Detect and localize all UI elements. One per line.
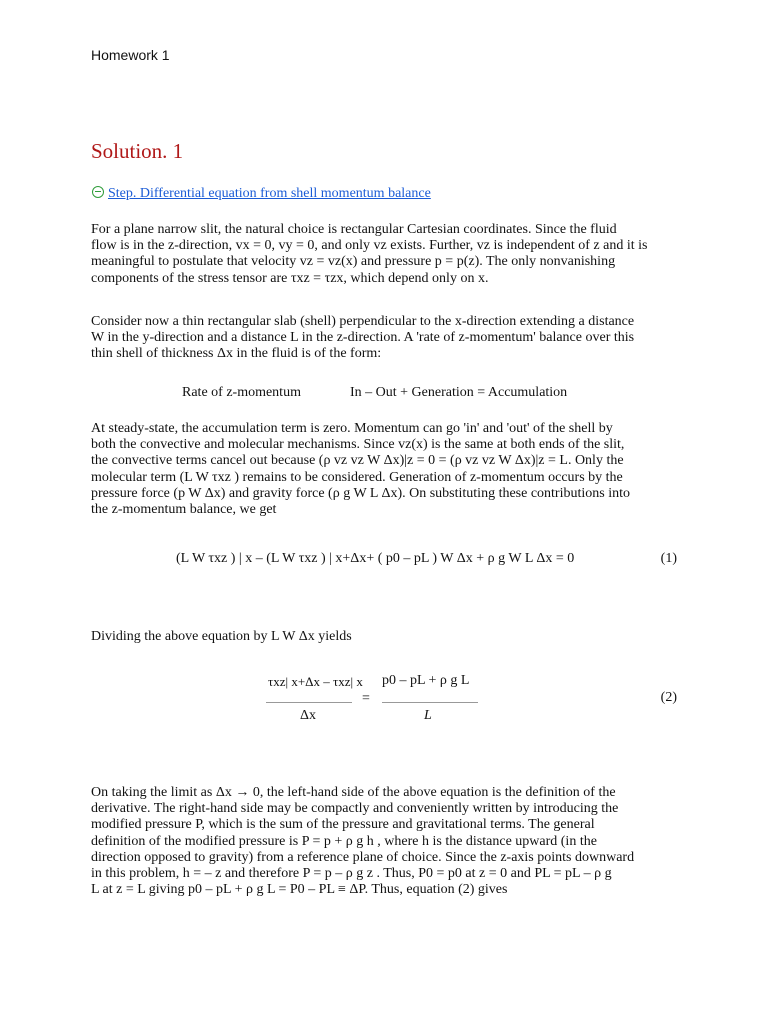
paragraph-5 bbox=[91, 785, 677, 898]
paragraph-3 bbox=[91, 421, 677, 518]
balance-left-label: Rate of z-momentum bbox=[182, 385, 301, 400]
text-line: the convective terms cancel out because (ρ vz vz W Δx)|z = 0 = (ρ vz vz W Δx)|z = L. Only the bbox=[91, 453, 624, 469]
text-line: modified pressure P, which is the sum of the pressure and gravitational terms. The general bbox=[91, 817, 595, 833]
eq2-lhs-fraction-bar bbox=[266, 702, 352, 703]
collapse-minus-icon[interactable] bbox=[92, 186, 104, 198]
step-label[interactable]: Step. Differential equation from shell momentum balance bbox=[108, 186, 431, 201]
text-line: both the convective and molecular mechanisms. Since vz(x) is the same at both ends of the slit, bbox=[91, 437, 625, 453]
text-line: Dividing the above equation by L W Δx yields bbox=[91, 629, 352, 644]
equation-1-number: (1) bbox=[660, 551, 677, 566]
eq2-lhs-numerator: τxz| x+Δx – τxz| x bbox=[268, 674, 363, 689]
eq2-equals: = bbox=[362, 691, 370, 706]
text-line: flow is in the z-direction, vx = 0, vy = 0, and only vz exists. Further, vz is independent of z and it is bbox=[91, 238, 648, 254]
text-line: L at z = L giving p0 – pL + ρ g L = P0 – PL ≡ ΔP. Thus, equation (2) gives bbox=[91, 882, 508, 898]
text-line: derivative. The right-hand side may be compactly and conveniently written by introducing the bbox=[91, 801, 619, 817]
text-line: meaningful to postulate that velocity vz = vz(x) and pressure p = p(z). The only nonvanishing bbox=[91, 254, 616, 270]
text-line: thin shell of thickness Δx in the fluid is of the form: bbox=[91, 346, 382, 362]
text-line: components of the stress tensor are τxz = τzx, which depend only on x. bbox=[91, 270, 489, 286]
text-line: molecular term (L W τxz ) remains to be considered. Generation of z-momentum occurs by the bbox=[91, 469, 623, 485]
paragraph-2 bbox=[91, 314, 677, 363]
text-line: Consider now a thin rectangular slab (shell) perpendicular to the x-direction extending a distance bbox=[91, 314, 635, 329]
text-line: At steady-state, the accumulation term is zero. Momentum can go 'in' and 'out' of the shell by bbox=[91, 421, 613, 436]
text-line: the z-momentum balance, we get bbox=[91, 502, 277, 518]
eq2-rhs-fraction-bar bbox=[382, 702, 478, 703]
eq2-lhs-denominator: Δx bbox=[300, 708, 317, 723]
text-line: definition of the modified pressure is P = p + ρ g h , where h is the distance upward (in the bbox=[91, 833, 597, 849]
text-line: pressure force (p W Δx) and gravity force (ρ g W L Δx). On substituting these contributions into bbox=[91, 485, 630, 501]
eq2-rhs-numerator: p0 – pL + ρ g L bbox=[382, 673, 470, 688]
text-line: in this problem, h = – z and therefore P = p – ρ g z . Thus, P0 = p0 at z = 0 and PL = pL – ρ g bbox=[91, 866, 612, 882]
paragraph-1 bbox=[91, 222, 677, 287]
text-line: direction opposed to gravity) from a reference plane of choice. Since the z-axis points downward bbox=[91, 849, 635, 865]
equation-2-number: (2) bbox=[660, 690, 677, 705]
balance-equation: In – Out + Generation = Accumulation bbox=[350, 385, 568, 400]
eq2-rhs-denominator: L bbox=[424, 708, 432, 723]
paragraph-4 bbox=[91, 629, 677, 645]
document-header: Homework 1 bbox=[91, 47, 170, 63]
text-line: W in the y-direction and a distance L in the z-direction. A 'rate of z-momentum' balance over this bbox=[91, 330, 635, 346]
equation-1: (L W τxz ) | x – (L W τxz ) | x+Δx+ ( p0 – pL ) W Δx + ρ g W L Δx = 0 bbox=[176, 551, 575, 566]
text-line: On taking the limit as Δx → 0, the left-hand side of the above equation is the definition of the bbox=[91, 785, 616, 800]
solution-title: Solution. 1 bbox=[91, 139, 184, 163]
text-line: For a plane narrow slit, the natural choice is rectangular Cartesian coordinates. Since the fluid bbox=[91, 222, 617, 237]
step-toggle-link[interactable] bbox=[92, 186, 431, 202]
